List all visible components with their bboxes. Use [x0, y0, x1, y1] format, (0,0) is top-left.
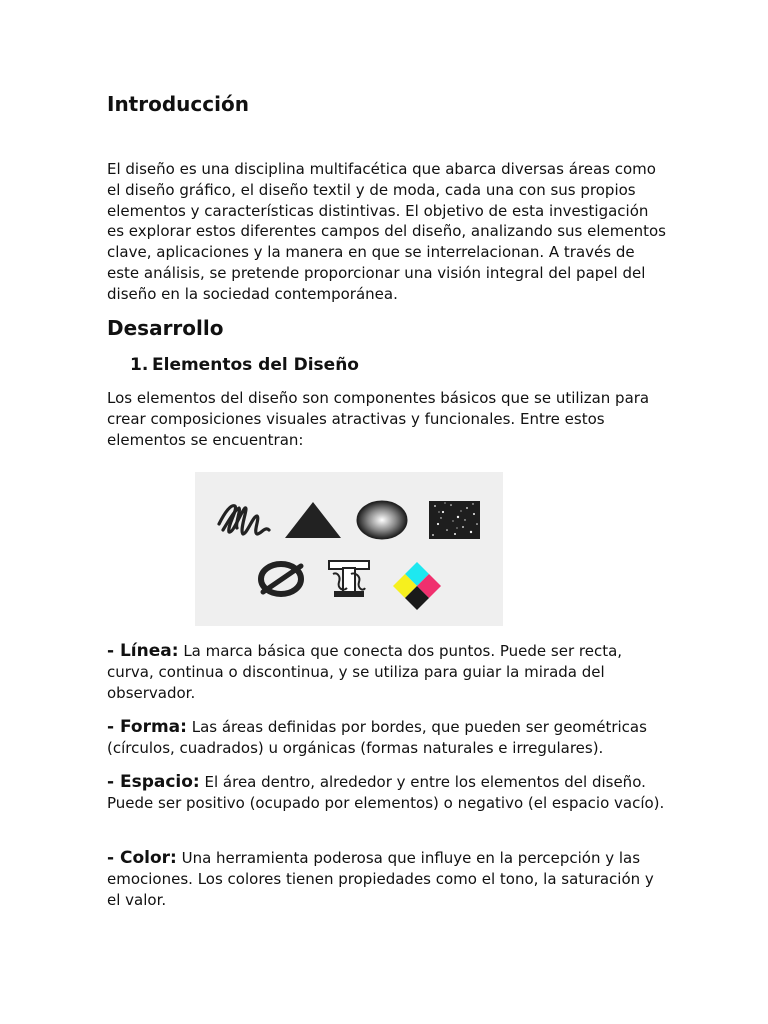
definition-term: - Color: — [107, 848, 177, 868]
definition-term: - Espacio: — [107, 772, 200, 792]
section-heading-desarrollo: Desarrollo — [107, 316, 224, 340]
definition-espacio — [107, 772, 667, 814]
texture-square-icon — [429, 501, 480, 539]
definition-text: Una herramienta poderosa que influye en la percepción y las emociones. Los colores tienen propiedades como el tono, la saturación y el valor. — [107, 849, 654, 910]
definition-color — [107, 848, 667, 912]
ring-slash-icon — [261, 564, 301, 594]
intro-heading: Introducción — [107, 92, 249, 116]
letter-t-typography-icon — [329, 561, 369, 596]
subsection-title: Elementos del Diseño — [152, 355, 359, 375]
definition-term: - Forma: — [107, 717, 187, 737]
triangle-shape-icon — [285, 502, 341, 538]
definition-term: - Línea: — [107, 641, 179, 661]
design-elements-figure — [195, 472, 503, 626]
definition-text: La marca básica que conecta dos puntos. Puede ser recta, curva, continua o discontinua, y se utiliza para guiar la mirada del observador. — [107, 642, 623, 703]
subsection-number: 1. — [130, 355, 149, 375]
gradient-sphere-icon — [357, 501, 407, 539]
subsection-heading-elementos — [130, 354, 359, 376]
intro-paragraph: El diseño es una disciplina multifacética que abarca diversas áreas como el diseño gráfico, el diseño textil y de moda, cada una con sus propios elementos y características distintivas. El objetivo de esta investigación es explorar estos diferentes campos del diseño, analizando sus elementos clave, aplicaciones y la manera en que se interrelacionan. A través de este análisis, se pretende proporcionar una visión integral del papel del diseño en la sociedad contemporánea. — [107, 160, 666, 303]
cmyk-diamond-icon — [393, 562, 441, 610]
elements-paragraph: Los elementos del diseño son componentes básicos que se utilizan para crear composiciones visuales atractivas y funcionales. Entre estos elementos se encuentran: — [107, 389, 650, 449]
scribble-line-icon — [219, 506, 269, 534]
definition-text: El área dentro, alrededor y entre los elementos del diseño. Puede ser positivo (ocupado por elementos) o negativo (el espacio vacío). — [107, 773, 665, 813]
definition-text: Las áreas definidas por bordes, que pueden ser geométricas (círculos, cuadrados) u orgánicas (formas naturales e irregulares). — [107, 718, 647, 758]
definition-forma — [107, 717, 667, 759]
definition-linea — [107, 641, 667, 705]
